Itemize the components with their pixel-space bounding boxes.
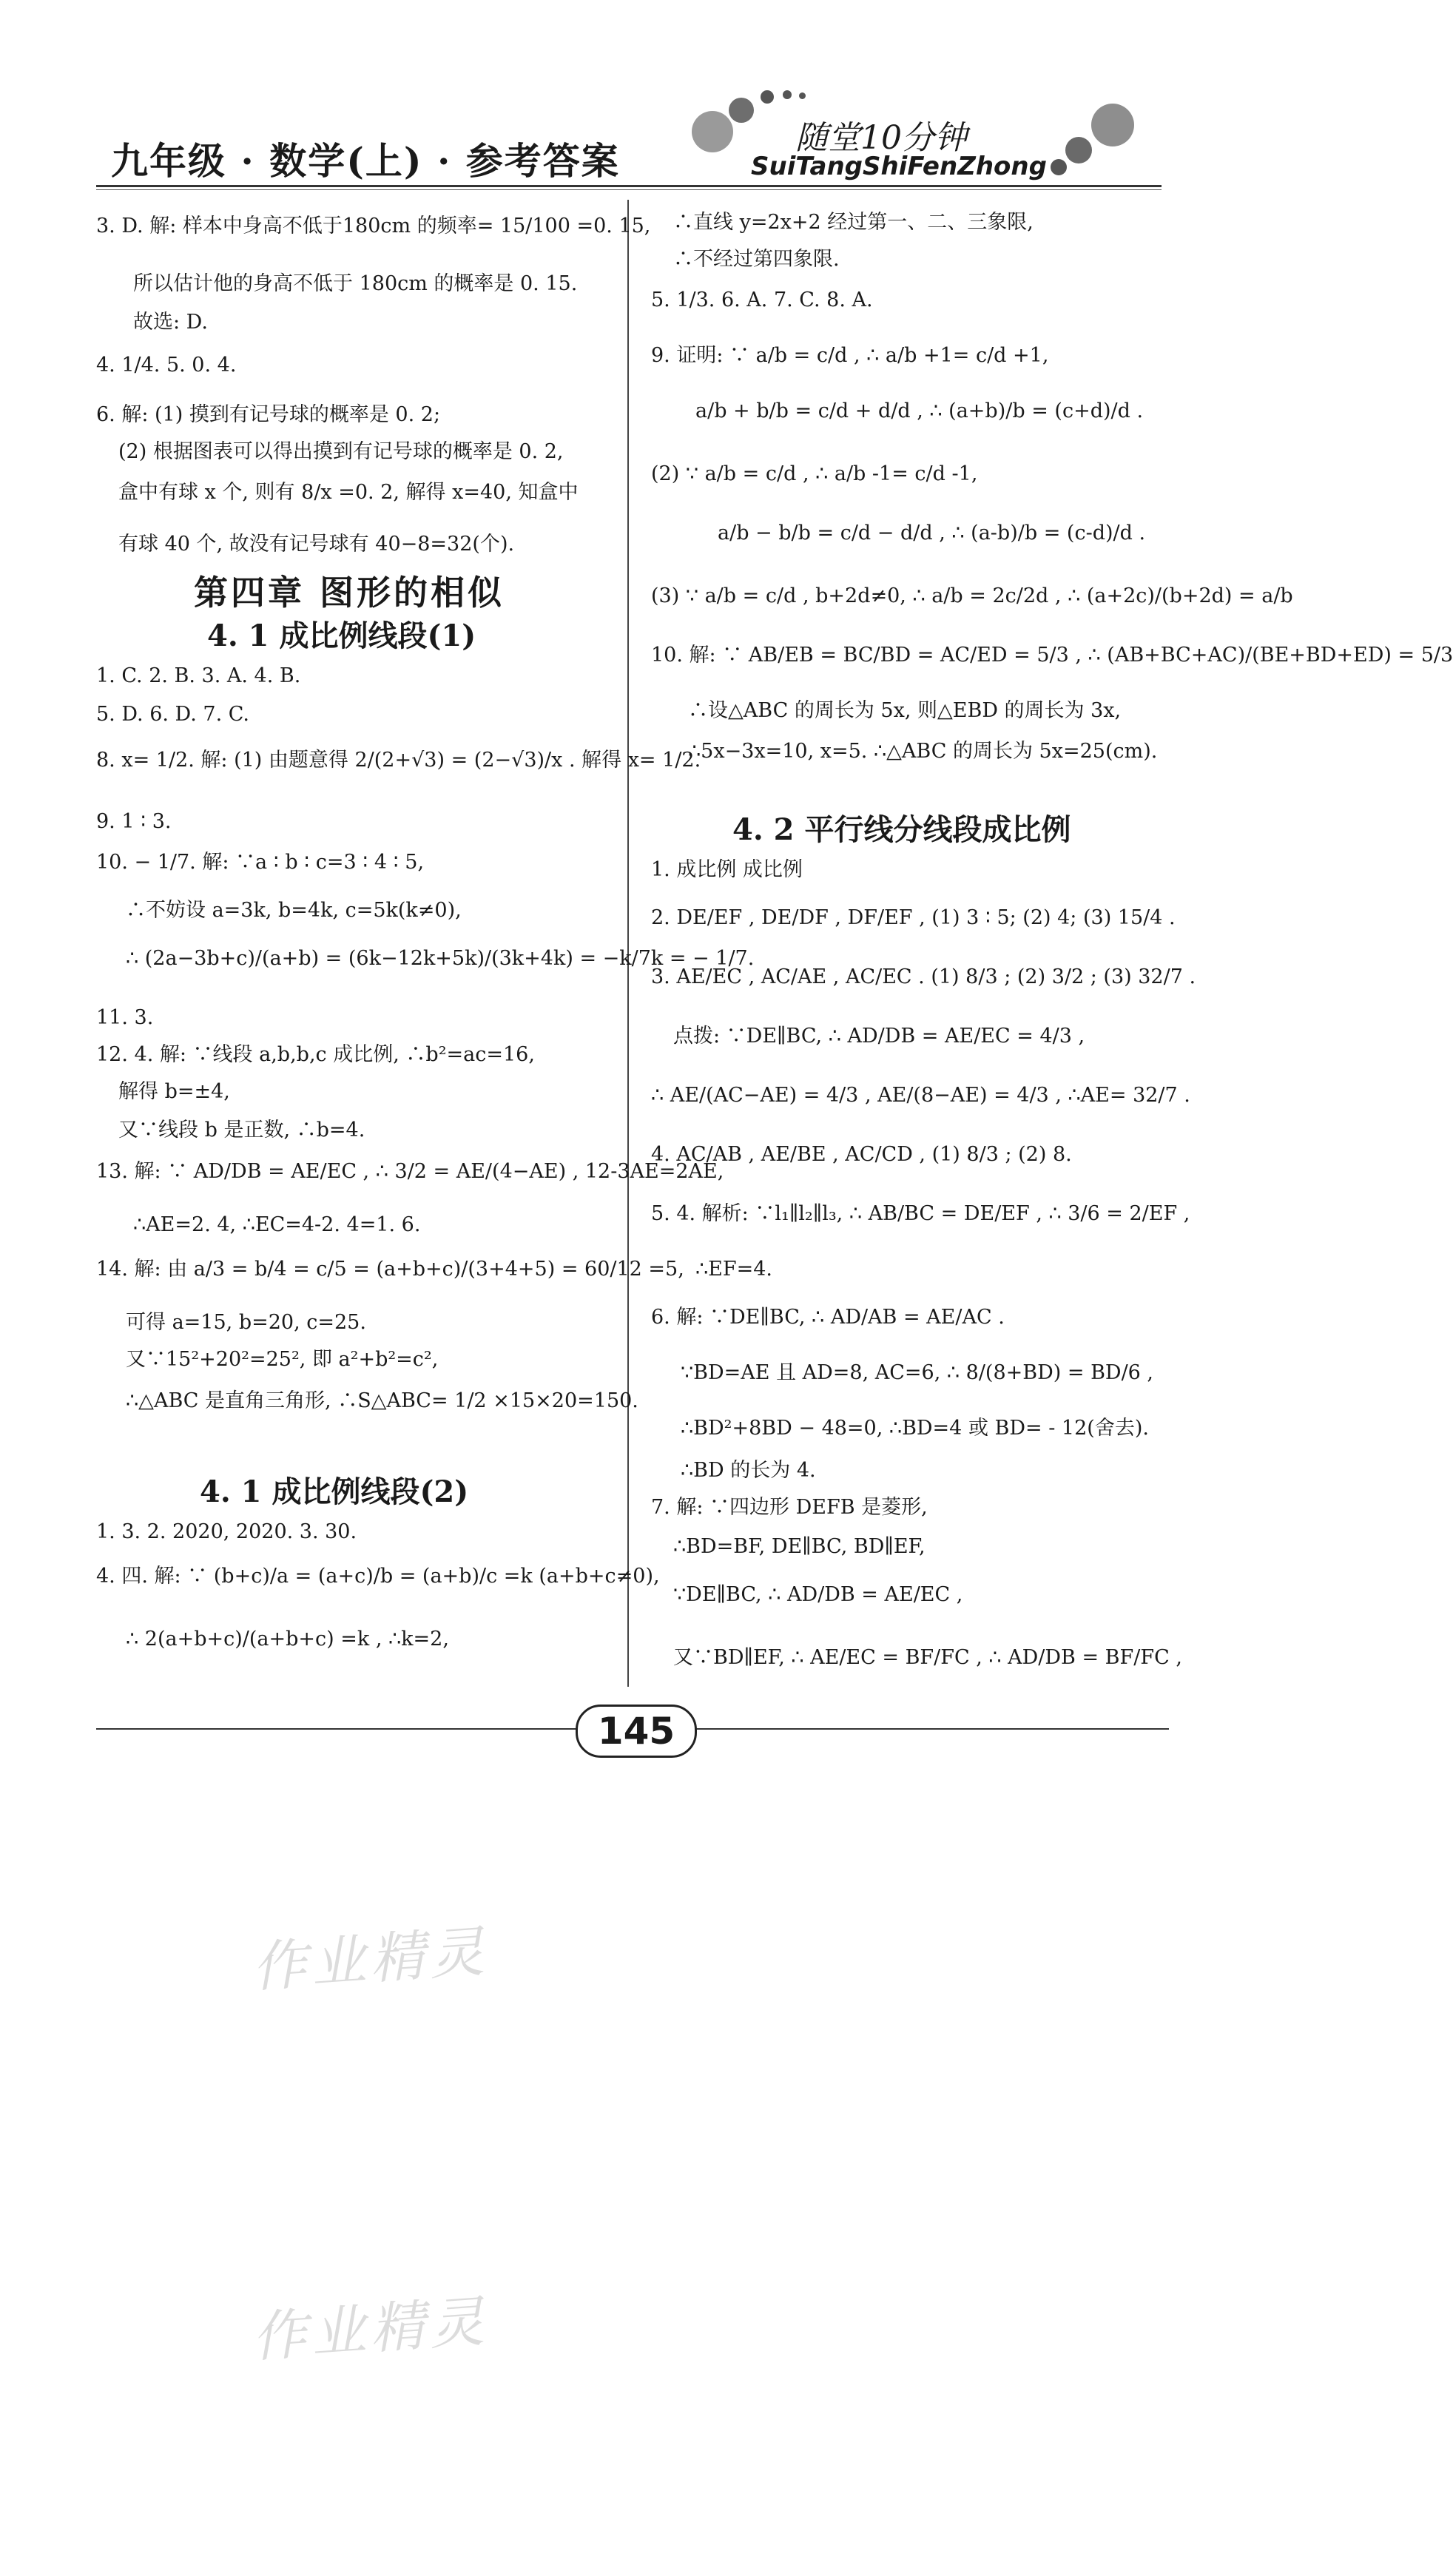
answer-line: 解得 b=±4, (118, 1080, 230, 1103)
answer-line: a/b − b/b = c/d − d/d , ∴ (a-b)/b = (c-d)/d . (718, 522, 1146, 544)
answer-line: ∴AE=2. 4, ∴EC=4-2. 4=1. 6. (133, 1213, 421, 1236)
logo-dot-7 (1065, 137, 1092, 163)
answer-line: ∴ 2(a+b+c)/(a+b+c) =k , ∴k=2, (126, 1628, 449, 1651)
chapter-title: 第四章 图形的相似 (194, 573, 505, 613)
answer-line: 13. 解: ∵ AD/DB = AE/EC , ∴ 3/2 = AE/(4−AE) , 12-3AE=2AE, (96, 1160, 724, 1183)
column-divider (627, 200, 629, 1687)
section-title: 4. 1 成比例线段(2) (200, 1474, 469, 1509)
answer-line: 1. C. 2. B. 3. A. 4. B. (96, 664, 301, 687)
answer-line: 又∵15²+20²=25², 即 a²+b²=c², (126, 1348, 439, 1371)
answer-line: 10. 解: ∵ AB/EB = BC/BD = AC/ED = 5/3 , ∴ (AB+BC+AC)/(BE+BD+ED) = 5/3 (651, 644, 1453, 667)
watermark: 作业精灵 (249, 2289, 491, 2370)
logo-dot-6 (1091, 104, 1134, 146)
logo-dot-3 (761, 90, 774, 104)
answer-line: 2. DE/EF , DE/DF , DF/EF , (1) 3 ∶ 5; (2) 4; (3) 15/4 . (651, 906, 1176, 929)
answer-line: ∵BD=AE 且 AD=8, AC=6, ∴ 8/(8+BD) = BD/6 , (681, 1361, 1154, 1384)
answer-line: ∴5x−3x=10, x=5. ∴△ABC 的周长为 5x=25(cm). (688, 740, 1158, 763)
section-title: 4. 1 成比例线段(1) (207, 618, 476, 653)
logo-dot-4 (783, 90, 792, 99)
answer-line: 所以估计他的身高不低于 180cm 的概率是 0. 15. (133, 272, 578, 295)
answer-line: ∴ (2a−3b+c)/(a+b) = (6k−12k+5k)/(3k+4k) = −k/7k = − 1/7. (126, 947, 755, 970)
answer-line: ∴BD²+8BD − 48=0, ∴BD=4 或 BD= - 12(舍去). (681, 1417, 1149, 1440)
answer-line: ∴设△ABC 的周长为 5x, 则△EBD 的周长为 3x, (688, 699, 1122, 722)
answer-line: 5. D. 6. D. 7. C. (96, 703, 250, 726)
header-rule-thin (96, 189, 1162, 190)
watermark: 作业精灵 (249, 1919, 491, 2000)
page-number: 145 (576, 1705, 697, 1758)
answer-line: 12. 4. 解: ∵线段 a,b,b,c 成比例, ∴b²=ac=16, (96, 1043, 535, 1066)
answer-line: 6. 解: ∵DE∥BC, ∴ AD/AB = AE/AC . (651, 1306, 1005, 1329)
answer-line: 3. D. 解: 样本中身高不低于180cm 的频率= 15/100 =0. 15, (96, 215, 651, 237)
answer-line: 9. 1 ∶ 3. (96, 810, 172, 833)
answer-line: ∴不经过第四象限. (673, 248, 840, 271)
brand-en: SuiTangShiFenZhong (751, 152, 1047, 181)
brand-cn: 随堂10分钟 (795, 119, 967, 157)
answer-line: ∴ AE/(AC−AE) = 4/3 , AE/(8−AE) = 4/3 , ∴AE= 32/7 . (651, 1084, 1190, 1107)
logo-dot-8 (1051, 159, 1067, 175)
answer-line: a/b + b/b = c/d + d/d , ∴ (a+b)/b = (c+d)/d . (695, 399, 1144, 422)
answer-line: 故选: D. (133, 311, 208, 334)
logo-dot-5 (799, 92, 806, 99)
answer-line: 11. 3. (96, 1006, 154, 1029)
answer-line: ∴不妨设 a=3k, b=4k, c=5k(k≠0), (126, 899, 462, 922)
blank-area (0, 1798, 1268, 2576)
answer-line: 盒中有球 x 个, 则有 8/x =0. 2, 解得 x=40, 知盒中 (118, 481, 579, 504)
answer-line: 4. 四. 解: ∵ (b+c)/a = (a+c)/b = (a+b)/c =k (a+b+c≠0), (96, 1565, 660, 1588)
answer-line: 有球 40 个, 故没有记号球有 40−8=32(个). (118, 533, 515, 556)
answer-line: 可得 a=15, b=20, c=25. (126, 1311, 366, 1334)
answer-line: 3. AE/EC , AC/AE , AC/EC . (1) 8/3 ; (2) 3/2 ; (3) 32/7 . (651, 965, 1196, 988)
logo-dot-2 (729, 98, 754, 123)
logo-dot-1 (692, 111, 733, 152)
answer-line: 14. 解: 由 a/3 = b/4 = c/5 = (a+b+c)/(3+4+5) = 60/12 =5, (96, 1258, 684, 1281)
answer-line: 6. 解: (1) 摸到有记号球的概率是 0. 2; (96, 403, 441, 426)
answer-line: 10. − 1/7. 解: ∵a ∶ b ∶ c=3 ∶ 4 ∶ 5, (96, 851, 425, 874)
answer-line: (3) ∵ a/b = c/d , b+2d≠0, ∴ a/b = 2c/2d , ∴ (a+2c)/(b+2d) = a/b (651, 584, 1293, 607)
answer-line: 9. 证明: ∵ a/b = c/d , ∴ a/b +1= c/d +1, (651, 344, 1049, 367)
answer-line: 4. AC/AB , AE/BE , AC/CD , (1) 8/3 ; (2) 8. (651, 1143, 1072, 1166)
answer-line: 又∵线段 b 是正数, ∴b=4. (118, 1119, 365, 1142)
answer-line: 5. 4. 解析: ∵l₁∥l₂∥l₃, ∴ AB/BC = DE/EF , ∴ 3/6 = 2/EF , (651, 1202, 1190, 1225)
answer-line: 1. 3. 2. 2020, 2020. 3. 30. (96, 1520, 357, 1543)
answer-line: ∴△ABC 是直角三角形, ∴S△ABC= 1/2 ×15×20=150. (126, 1389, 638, 1412)
section-title: 4. 2 平行线分线段成比例 (732, 812, 1071, 847)
answer-line: 8. x= 1/2. 解: (1) 由题意得 2/(2+√3) = (2−√3)/x . 解得 x= 1/2. (96, 749, 701, 772)
answer-line: ∵DE∥BC, ∴ AD/DB = AE/EC , (673, 1583, 963, 1606)
answer-line: ∴EF=4. (695, 1258, 773, 1281)
answer-line: 4. 1/4. 5. 0. 4. (96, 354, 237, 377)
answer-line: ∴BD 的长为 4. (681, 1459, 816, 1482)
answer-line: (2) ∵ a/b = c/d , ∴ a/b -1= c/d -1, (651, 462, 978, 485)
answer-line: (2) 根据图表可以得出摸到有记号球的概率是 0. 2, (118, 440, 564, 463)
header-title: 九年级 · 数学(上) · 参考答案 (111, 139, 620, 183)
header-rule (96, 185, 1162, 187)
answer-line: 7. 解: ∵四边形 DEFB 是菱形, (651, 1496, 928, 1519)
answer-line: 5. 1/3. 6. A. 7. C. 8. A. (651, 289, 873, 311)
answer-line: ∴BD=BF, DE∥BC, BD∥EF, (673, 1535, 926, 1558)
answer-line: 1. 成比例 成比例 (651, 858, 803, 881)
answer-line: 点拨: ∵DE∥BC, ∴ AD/DB = AE/EC = 4/3 , (673, 1025, 1085, 1048)
answer-line: ∴直线 y=2x+2 经过第一、二、三象限, (673, 211, 1034, 234)
answer-line: 又∵BD∥EF, ∴ AE/EC = BF/FC , ∴ AD/DB = BF/FC , (673, 1646, 1182, 1669)
